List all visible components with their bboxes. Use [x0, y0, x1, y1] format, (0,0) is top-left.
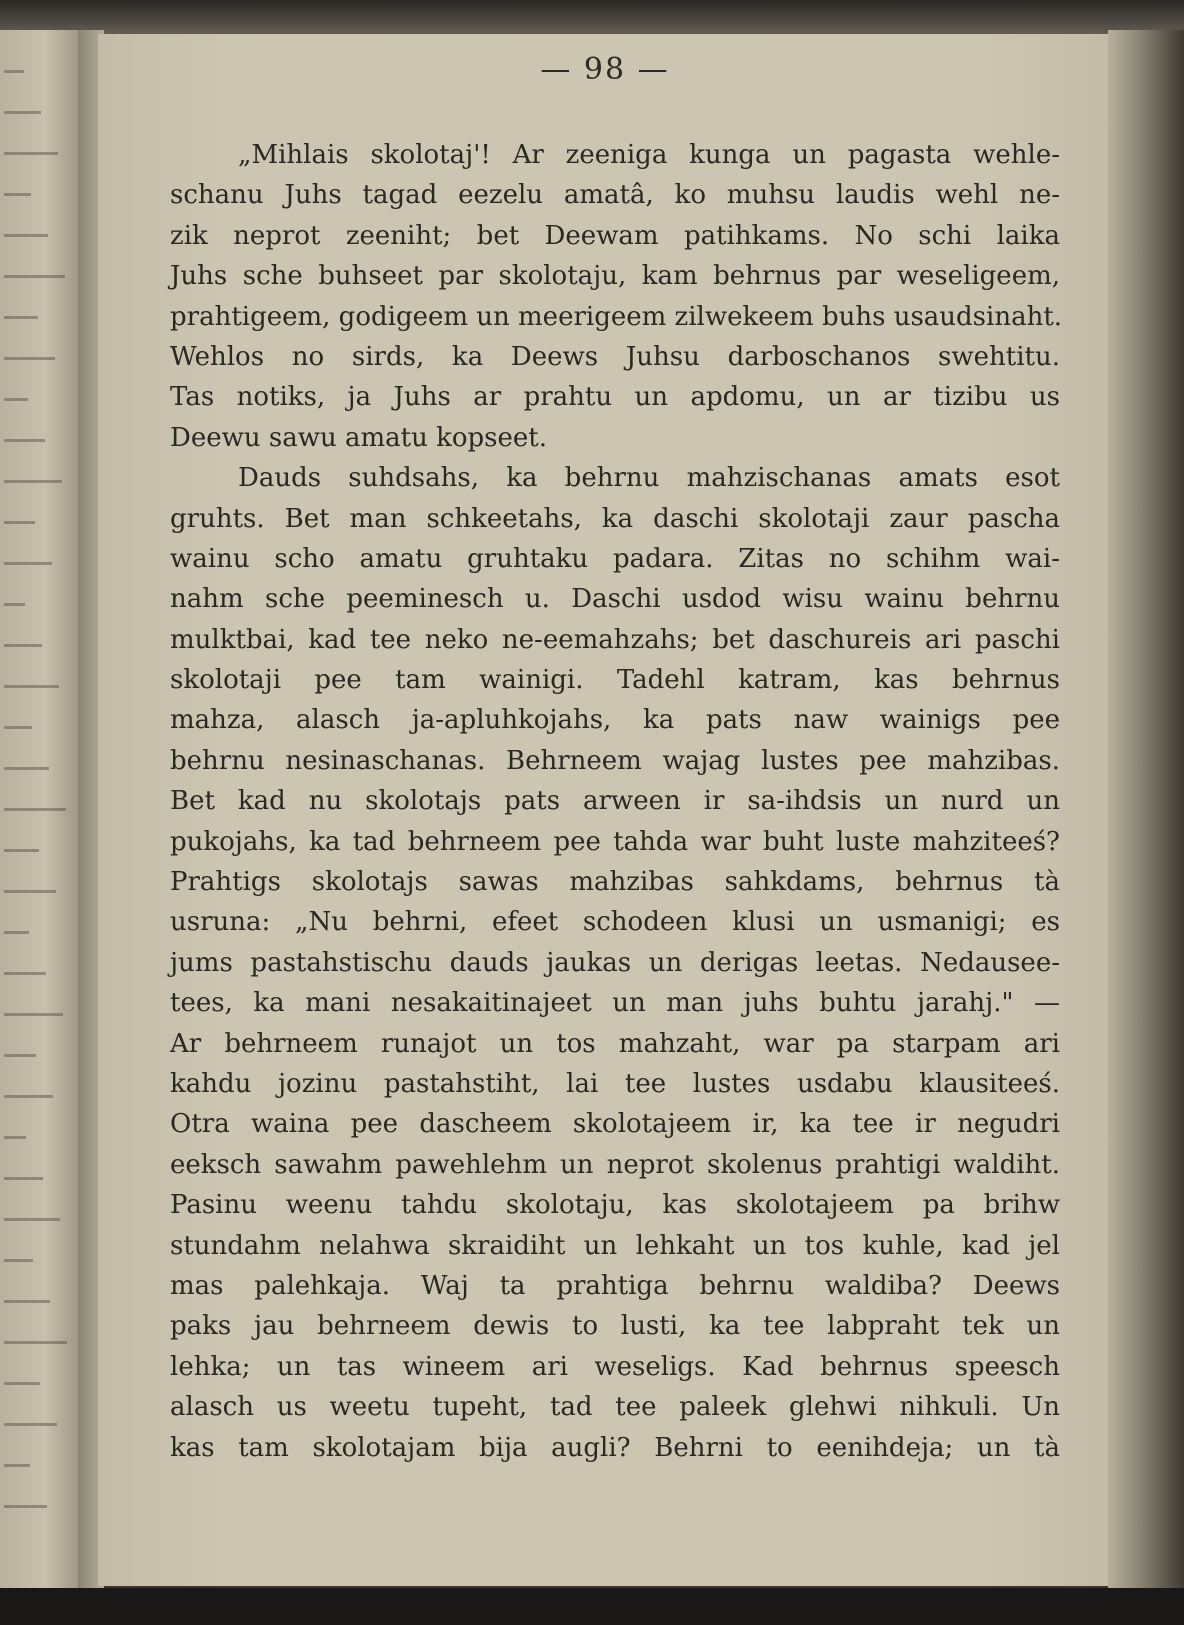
text-line: Juhs sche buhseet par skolotaju, kam behrnus par weseligeem, — [170, 261, 1060, 292]
facing-page-ink-mark — [4, 152, 58, 155]
text-line: „Mihlais skolotaj'! Ar zeeniga kunga un pagasta wehle- — [238, 140, 1060, 170]
text-line: Dauds suhdsahs, ka behrnu mahzischanas amats esot — [238, 463, 1060, 494]
text-line: Deewu sawu amatu kopseet. — [170, 422, 547, 453]
text-line: stundahm nelahwa skraidiht un lehkaht un tos kuhle, kad jel — [170, 1230, 1060, 1261]
facing-page-ink-mark — [4, 849, 39, 852]
facing-page-ink-mark — [4, 1013, 63, 1016]
facing-page-ink-mark — [4, 1505, 47, 1508]
facing-page-ink-mark — [4, 439, 45, 442]
facing-page-ink-mark — [4, 1464, 30, 1467]
text-line: zik neprot zeeniht; bet Deewam patihkams. No schi laika — [170, 220, 1060, 251]
text-line: schanu Juhs tagad eezelu amatâ, ko muhsu laudis wehl ne- — [170, 180, 1060, 211]
text-line: jums pastahstischu dauds jaukas un derigas leetas. Nedausee- — [170, 947, 1060, 978]
text-line: paks jau behrneem dewis to lusti, ka tee labpraht tek un — [170, 1311, 1060, 1342]
facing-page-ink-mark — [4, 1300, 50, 1303]
facing-page-ink-mark — [4, 1054, 36, 1057]
text-line: usruna: „Nu behrni, efeet schodeen klusi un usmanigi; es — [170, 907, 1060, 938]
facing-page-ink-mark — [4, 644, 42, 647]
facing-page-ink-mark — [4, 1095, 53, 1098]
text-line: prahtigeem, godigeem un meerigeem zilwekeem buhs usaudsinaht. — [170, 301, 1063, 332]
facing-page-ink-mark — [4, 316, 38, 319]
body-text — [170, 135, 1063, 1468]
text-line: wainu scho amatu gruhtaku padara. Zitas no schihm wai- — [170, 543, 1060, 574]
text-line: Prahtigs skolotajs sawas mahzibas sahkdams, behrnus tà — [170, 867, 1060, 898]
facing-page-ink-mark — [4, 808, 66, 811]
text-line: lehka; un tas wineem ari weseligs. Kad behrnus speesch — [170, 1351, 1060, 1382]
facing-page-ink-mark — [4, 1259, 33, 1262]
facing-page-ink-mark — [4, 931, 29, 934]
facing-page-ink-mark — [4, 1382, 40, 1385]
facing-page-ink-mark — [4, 726, 32, 729]
text-line: behrnu nesinaschanas. Behrneem wajag lustes pee mahzibas. — [170, 745, 1060, 776]
text-line: kahdu jozinu pastahstiht, lai tee lustes usdabu klausiteeś. — [170, 1068, 1060, 1099]
text-line: eeksch sawahm pawehlehm un neprot skolenus prahtigi waldiht. — [170, 1149, 1060, 1180]
text-line: Tas notiks, ja Juhs ar prahtu un apdomu, un ar tizibu us — [170, 382, 1060, 413]
facing-page-ink-mark — [4, 70, 24, 73]
text-line: alasch us weetu tupeht, tad tee paleek glehwi nihkuli. Un — [170, 1392, 1060, 1423]
facing-page-ink-mark — [4, 1218, 60, 1221]
text-line: pukojahs, ka tad behrneem pee tahda war buht luste mahziteeś? — [170, 826, 1060, 857]
facing-page-ink-mark — [4, 1136, 26, 1139]
text-line: Ar behrneem runajot un tos mahzaht, war pa starpam ari — [170, 1028, 1060, 1059]
text-line: mas palehkaja. Waj ta prahtiga behrnu waldiba? Deews — [170, 1270, 1060, 1301]
book-top-edge — [0, 0, 1184, 38]
text-line: kas tam skolotajam bija augli? Behrni to eenihdeja; un tà — [170, 1432, 1060, 1463]
text-line: skolotaji pee tam wainigi. Tadehl katram, kas behrnus — [170, 665, 1060, 696]
facing-page-ink-mark — [4, 398, 28, 401]
facing-page-ink-mark — [4, 357, 55, 360]
facing-page-ink-mark — [4, 480, 62, 483]
facing-page-ink-mark — [4, 562, 52, 565]
facing-page-ink-mark — [4, 685, 59, 688]
text-line: Wehlos no sirds, ka Deews Juhsu darboschanos swehtitu. — [170, 341, 1060, 372]
text-line: tees, ka mani nesakaitinajeet un man juhs buhtu jarahj." — — [170, 988, 1060, 1019]
text-line: mulktbai, kad tee neko ne-eemahzahs; bet daschureis ari paschi — [170, 624, 1060, 655]
facing-page-ink-mark — [4, 234, 48, 237]
facing-page-ink-mark — [4, 603, 25, 606]
facing-page-ink-mark — [4, 1341, 67, 1344]
page-number: — 98 — — [540, 52, 670, 87]
facing-page-ink-mark — [4, 972, 46, 975]
text-line: Bet kad nu skolotajs pats arween ir sa-ihdsis un nurd un — [170, 786, 1060, 817]
facing-page-ink-mark — [4, 767, 49, 770]
facing-page-ink-mark — [4, 193, 31, 196]
facing-page-edge — [0, 30, 82, 1590]
facing-page-ink-mark — [4, 1423, 57, 1426]
book-bottom-edge — [0, 1588, 1184, 1625]
text-line: Pasinu weenu tahdu skolotaju, kas skolotajeem pa brihw — [170, 1190, 1060, 1221]
facing-page-ink-mark — [4, 890, 56, 893]
page-stack-edge — [1108, 30, 1184, 1590]
text-line: nahm sche peeminesch u. Daschi usdod wisu wainu behrnu — [170, 584, 1060, 615]
facing-page-ink-mark — [4, 1177, 43, 1180]
facing-page-ink-mark — [4, 275, 65, 278]
text-line: mahza, alasch ja-apluhkojahs, ka pats naw wainigs pee — [170, 705, 1060, 736]
text-line: Otra waina pee dascheem skolotajeem ir, ka tee ir negudri — [170, 1109, 1060, 1140]
text-line: gruhts. Bet man schkeetahs, ka daschi skolotaji zaur pascha — [170, 503, 1060, 534]
facing-page-ink-mark — [4, 521, 35, 524]
facing-page-ink-mark — [4, 111, 41, 114]
